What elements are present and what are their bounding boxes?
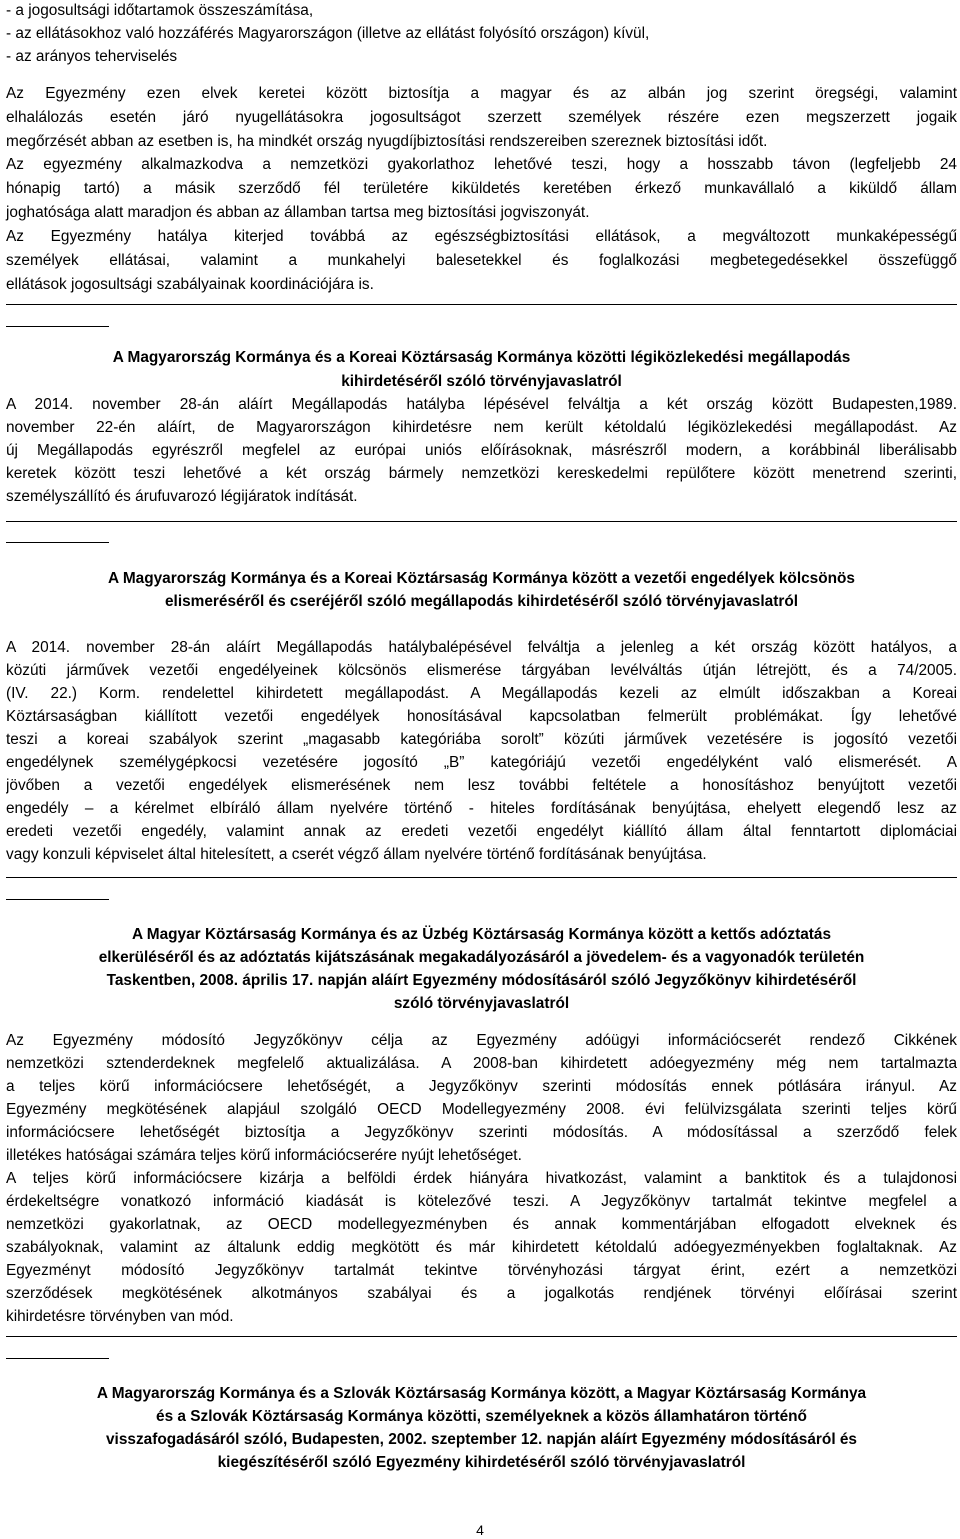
text-line: ellátások jogosultsági szabályainak koordinációjára is. — [6, 276, 374, 293]
section-divider-short — [6, 542, 109, 543]
section-title-line: elismeréséről és cseréjéről szóló megállapodás kihirdetéséről szóló törvényjavaslatról — [164, 593, 798, 610]
text-line: információcsere lehetőségét biztosítja a Jegyzőkönyv szerinti módosítás. A módosítással a szerződő felek — [6, 1124, 957, 1141]
section-title-line: visszafogadásáról szóló, Budapesten, 2002. szeptember 12. napján aláírt Egyezmény módosításáról és — [105, 1431, 857, 1448]
text-line: jövőben a vezetői engedélyek elismerésének nem lesz további feltétele a honosításhoz benyújtott vezetői — [6, 777, 957, 794]
text-line: keretek között teszi lehetővé a két ország bármely nemzetközi kereskedelmi repülőtere között menetrend szerinti, — [6, 465, 957, 482]
text-line: november 22-én aláírt, de Magyarországon kihirdetésre nem került kétoldalú légiközlekedési megállapodást. Az — [6, 419, 957, 436]
text-line: joghatósága alatt maradjon és abban az államban tartsa meg biztosítási jogviszonyát. — [6, 204, 590, 221]
section-title-line: A Magyarország Kormánya és a Szlovák Köztársaság Kormánya között, a Magyar Köztársaság Kormánya — [96, 1385, 867, 1402]
text-line: A 2014. november 28-án aláírt Megállapodás hatályba lépésével felváltja a két ország között Budapesten,1989. — [6, 396, 957, 413]
section-divider-long — [6, 1336, 957, 1337]
text-line: eredeti vezetői engedély, valamint annak az eredeti vezetői engedélyt kiállító állam által fenntartott diplomáciai — [6, 823, 957, 840]
section-title-line: kihirdetéséről szóló törvényjavaslatról — [341, 373, 622, 390]
section-title-line: Taskentben, 2008. április 17. napján aláírt Egyezmény módosításáról szóló Jegyzőkönyv kihirdetéséről — [106, 972, 857, 989]
section-divider-long — [6, 521, 957, 522]
text-line: A teljes körű információcsere kizárja a belföldi érdek hiányára hivatkozást, valamint a banktitok és a tulajdonosi — [6, 1170, 957, 1187]
section-divider-long — [6, 877, 957, 878]
text-line: nemzetközi gyakorlatnak, az OECD modellegyezményben és annak kommentárjában elfogadott elveknek és — [6, 1216, 957, 1233]
text-line: a teljes körű információcsere lehetőségét, a Jegyzőkönyv szerinti módosítás ennek pótlására irányul. Az — [6, 1078, 957, 1095]
text-line: engedélynek személygépkocsi vezetésére jogosító „B” kategóriájú vezetői engedélyként való elismerését. A — [6, 754, 957, 771]
text-line: személyszállító és árufuvarozó légijáratok indítását. — [6, 488, 358, 505]
text-line: Az Egyezmény ezen elvek keretei között biztosítja a magyar és az albán jog szerint öregségi, valamint — [6, 85, 957, 102]
section-title-line: A Magyar Köztársaság Kormánya és az Üzbég Köztársaság Kormánya között a kettős adóztatás — [131, 926, 832, 943]
text-line: (IV. 22.) Korm. rendelettel kihirdetett megállapodást. A Megállapodás kezeli az elmúlt időszakban a Koreai — [6, 685, 957, 702]
text-line: Egyezményt módosító Jegyzőkönyv tartalmát tekintve törvényhozási tárgyat érint, ezért a nemzetközi — [6, 1262, 957, 1279]
section-divider-short — [6, 326, 109, 327]
text-line: elhalálozás esetén járó nyugellátásokra jogosultságot szerzett személyek részére ezen megszerzett jogaik — [6, 109, 957, 126]
section-divider-short — [6, 1358, 109, 1359]
section-title-line: szóló törvényjavaslatról — [393, 995, 570, 1012]
list-item: - az arányos teherviselés — [6, 48, 178, 65]
text-line: vagy konzuli képviselet által hitelesített, a cserét végző állam nyelvére történő fordításának benyújtása. — [6, 846, 707, 863]
section-title-line: elkerüléséről és az adóztatás kijátszásának megakadályozásáról a jövedelem- és a vagyonadók területén — [98, 949, 865, 966]
section-divider-long — [6, 304, 957, 305]
text-line: Köztársaságban kiállított vezetői engedélyek honosításával kapcsolatban felmerült problémákat. Így lehetővé — [6, 708, 957, 725]
text-line: hónapig tartó) a másik szerződő fél területére kiküldetés keretében érkező munkavállaló a kiküldő állam — [6, 180, 957, 197]
list-item: - a jogosultsági időtartamok összeszámítása, — [6, 2, 314, 19]
text-line: Az Egyezmény hatálya kiterjed továbbá az egészségbiztosítási ellátások, a megváltozott munkaképességű — [6, 228, 957, 245]
section-title-line: és a Szlovák Köztársaság Kormánya közötti, személyeknek a közös államhatáron történő — [156, 1408, 807, 1425]
text-line: engedély – a kérelmet elbíráló állam nyelvére történő - hiteles fordításának benyújtása, ehelyett elegendő lesz az — [6, 800, 957, 817]
section-title-line: A Magyarország Kormánya és a Koreai Köztársaság Kormánya között a vezetői engedélyek kölcsönös — [108, 570, 855, 587]
list-item: - az ellátásokhoz való hozzáférés Magyarországon (illetve az ellátást folyósító országon) kívül, — [6, 25, 650, 42]
text-line: Az Egyezmény módosító Jegyzőkönyv célja az Egyezmény adóügyi információcserét rendező Cikkének — [6, 1032, 957, 1049]
text-line: teszi a koreai szabályok szerint „magasabb kategóriába sorolt” közúti járművek vezetésére is jogosító vezetői — [6, 731, 957, 748]
section-title-line: A Magyarország Kormánya és a Koreai Köztársaság Kormánya közötti légiközlekedési megállapodás — [112, 349, 851, 366]
text-line: közúti járművek vezetői engedélyeinek kölcsönös elismerése tárgyában levélváltás útján létrejött, és a 74/2005. — [6, 662, 957, 679]
text-line: kihirdetésre törvényben van mód. — [6, 1308, 234, 1325]
text-line: nemzetközi sztenderdeknek megfelelő aktualizálása. A 2008-ban kihirdetett adóegyezmény még nem tartalmazta — [6, 1055, 957, 1072]
text-line: A 2014. november 28-án aláírt Megállapodás hatálybalépésével felváltja a jelenleg a két ország között hatályos, a — [6, 639, 957, 656]
text-line: szabályoknak, valamint az általunk eddig megkötött és már kihirdetett kétoldalú adóegyezményekben foglaltaknak. Az — [6, 1239, 957, 1256]
page-number: 4 — [476, 1522, 484, 1538]
text-line: megőrzését abban az esetben is, ha mindkét ország nyugdíjbiztosítási rendszereiben szereznek biztosítási időt. — [6, 133, 768, 150]
text-line: Az egyezmény alkalmazkodva a nemzetközi gyakorlathoz lehetővé teszi, hogy a hosszabb távon (legfeljebb 24 — [6, 156, 957, 173]
section-divider-short — [6, 899, 109, 900]
text-line: érdekeltségre vonatkozó információ kiadását is kötelezővé teszi. A Jegyzőkönyv tartalmát tekintve megfelel a — [6, 1193, 957, 1210]
text-line: szerződések megkötésének alkotmányos szabályai és a jogalkotás rendjének törvényi előírásai szerint — [6, 1285, 957, 1302]
text-line: illetékes hatóságai számára teljes körű információcserére nyújt lehetőséget. — [6, 1147, 522, 1164]
text-line: új Megállapodás egyrészről megfelel az európai uniós előírásoknak, másrészről modern, a korábbinál liberálisabb — [6, 442, 957, 459]
text-line: személyek ellátásai, valamint a munkahelyi balesetekkel és foglalkozási megbetegedésekkel összefüggő — [6, 252, 957, 269]
text-line: Egyezmény megkötésének alapjául szolgáló OECD Modellegyezmény 2008. évi felülvizsgálata szerinti teljes körű — [6, 1101, 957, 1118]
section-title-line: kiegészítéséről szóló Egyezmény kihirdetéséről szóló törvényjavaslatról — [217, 1454, 746, 1471]
